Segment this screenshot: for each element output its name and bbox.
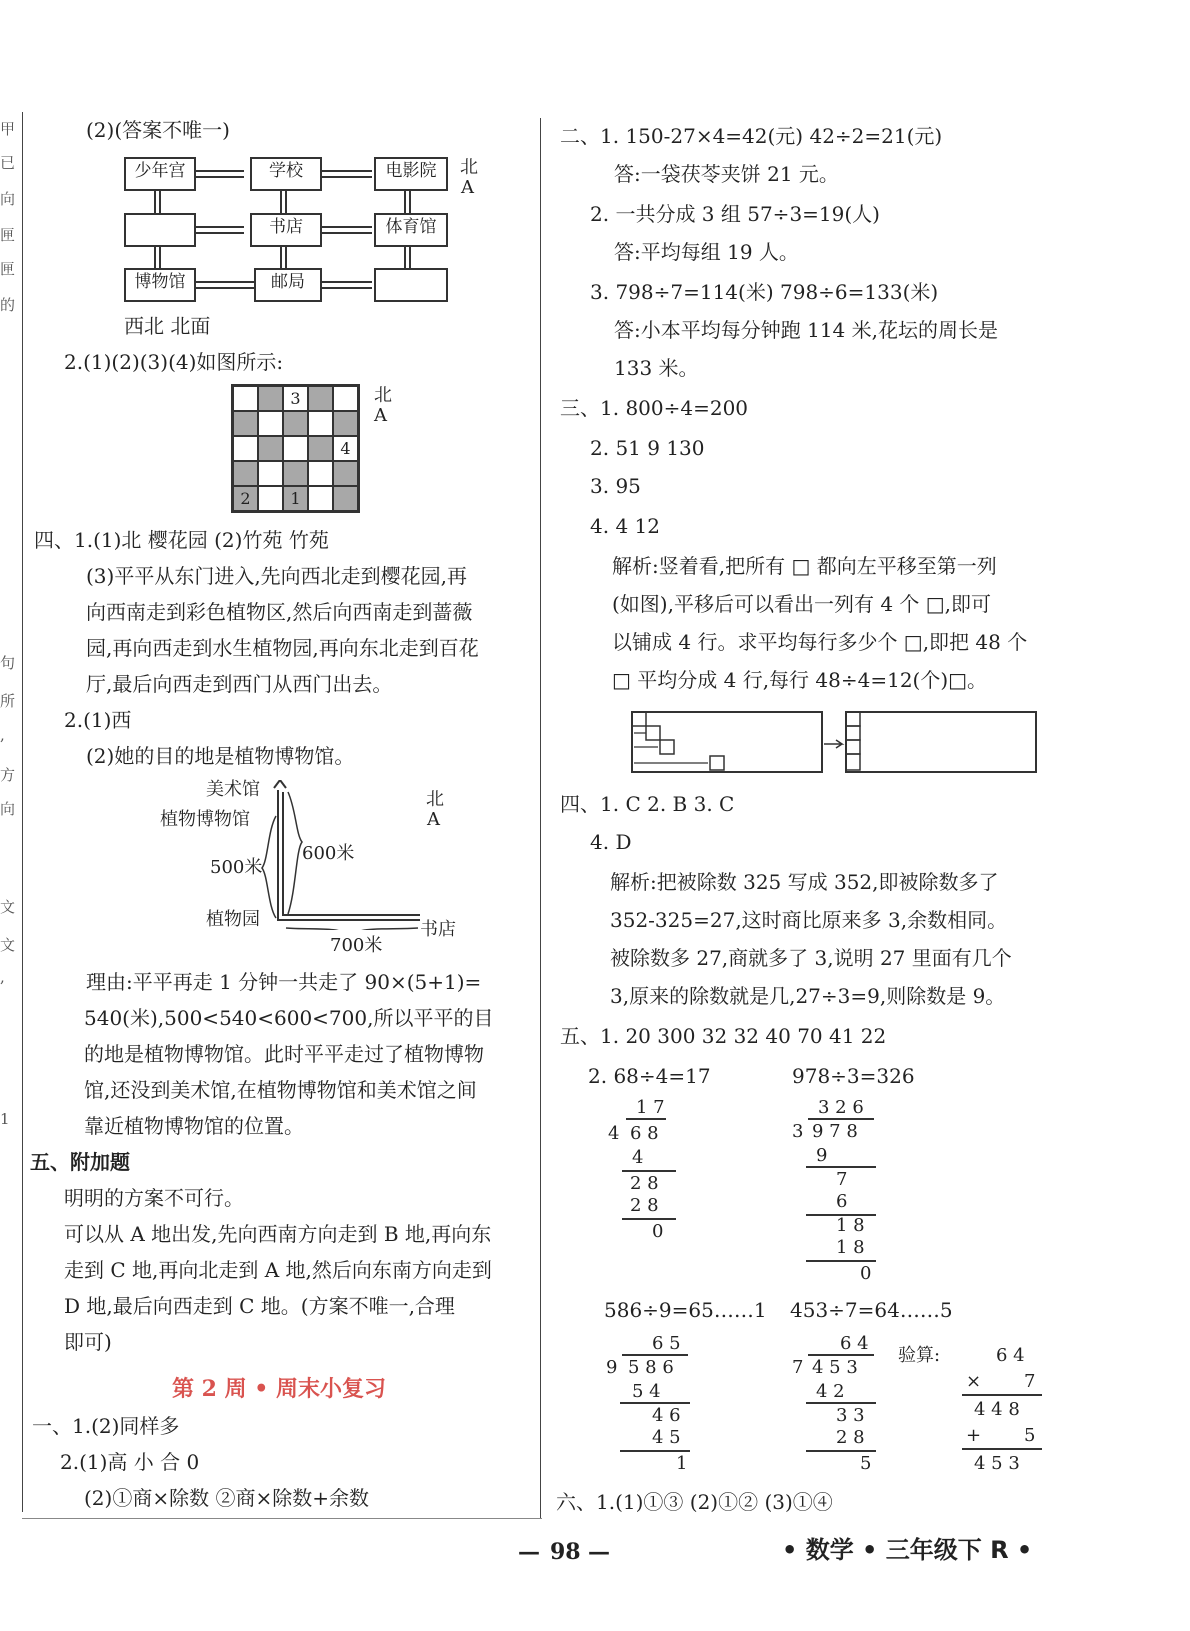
- explanation-line: 解析:竖着看,把所有 □ 都向左平移至第一列: [612, 554, 997, 578]
- grid-cell: [233, 436, 258, 461]
- edge-char: 文: [0, 898, 16, 916]
- division-bar: [622, 1354, 688, 1356]
- distance-700: 700米: [330, 935, 383, 956]
- remainder: 0: [652, 1221, 664, 1242]
- edge-char: ,: [0, 968, 5, 986]
- section-5-q3a: 586÷9=65……1: [604, 1298, 767, 1322]
- plant-garden-label: 植物园: [206, 909, 260, 930]
- check-op: +: [966, 1425, 982, 1446]
- step: 4: [632, 1147, 644, 1168]
- check-label: 验算:: [898, 1345, 941, 1366]
- map-box: 少年宫: [124, 157, 196, 191]
- dividend: 5 8 6: [628, 1357, 674, 1378]
- tile: [710, 756, 724, 770]
- section-2-q3: 3. 798÷7=114(米) 798÷6=133(米): [590, 280, 939, 304]
- grid-cell: [233, 386, 258, 411]
- grid-cell: [333, 411, 358, 436]
- map-box: [374, 268, 448, 302]
- map-box: 邮局: [254, 268, 322, 302]
- text-line: 的地是植物博物馆。此时平平走过了植物博物: [84, 1042, 484, 1066]
- section-4-q2b: (2)她的目的地是植物博物馆。: [86, 744, 355, 768]
- edge-char: 的: [0, 296, 16, 314]
- dividend: 9 7 8: [812, 1121, 858, 1142]
- distance-600: 600米: [302, 843, 355, 864]
- grid-cell: [308, 486, 333, 511]
- route-arrow: [274, 780, 286, 788]
- text-line: 明明的方案不可行。: [64, 1186, 244, 1210]
- north-label: 北: [426, 789, 444, 810]
- section-5-q2b: 978÷3=326: [792, 1064, 915, 1088]
- divisor: 4: [608, 1123, 620, 1144]
- text-line: 向西南走到彩色植物区,然后向西南走到蔷薇: [86, 600, 473, 624]
- explanation-line: (如图),平移后可以看出一列有 4 个 □,即可: [612, 592, 992, 616]
- check-line: 7: [1024, 1371, 1036, 1392]
- step: 4 5: [652, 1427, 681, 1448]
- remainder: 5: [860, 1453, 872, 1474]
- text-line: D 地,最后向西走到 C 地。(方案不唯一,合理: [64, 1294, 455, 1318]
- review-q2: 2.(1)高 小 合 0: [60, 1450, 200, 1474]
- grid-cell: [308, 461, 333, 486]
- tile: [846, 712, 860, 726]
- text-line: 园,再向西走到水生植物园,再向东北走到百花: [86, 636, 479, 660]
- edge-char: 甲: [0, 120, 16, 138]
- edge-char: 1: [0, 1110, 10, 1128]
- distance-500: 500米: [210, 857, 263, 878]
- step: 1 8: [836, 1215, 865, 1236]
- grid-cell: 3: [283, 386, 308, 411]
- section-5-q1: 五、1. 20 300 32 32 40 70 41 22: [560, 1024, 887, 1048]
- text-line: 走到 C 地,再向北走到 A 地,然后向东南方向走到: [64, 1258, 492, 1282]
- footer-dash: —: [518, 1539, 540, 1565]
- check-line: 4 4 8: [974, 1399, 1020, 1420]
- transform-arrow: [824, 740, 842, 748]
- grid-cell: [308, 386, 333, 411]
- tile: [846, 726, 860, 740]
- map-box: 学校: [250, 157, 322, 191]
- shift-arrows: [634, 733, 708, 763]
- grid-cell: [283, 436, 308, 461]
- section-2-q1: 二、1. 150-27×4=42(元) 42÷2=21(元): [560, 124, 943, 148]
- grid-cell: [333, 461, 358, 486]
- explanation-line: 以铺成 4 行。求平均每行多少个 □,即把 48 个: [612, 630, 1028, 654]
- explanation-line: 3,原来的除数就是几,27÷3=9,则除数是 9。: [610, 984, 1006, 1008]
- quotient: 1 7: [636, 1097, 665, 1118]
- section-4-q2: 2.(1)西: [64, 708, 132, 732]
- edge-char: 向: [0, 800, 16, 818]
- step: 2 8: [630, 1195, 659, 1216]
- grid-cell: [258, 461, 283, 486]
- check-line: 4 5 3: [974, 1453, 1020, 1474]
- text-line: 馆,还没到美术馆,在植物博物馆和美术馆之间: [84, 1078, 477, 1102]
- divisor: 3: [792, 1121, 804, 1142]
- divisor: 7: [792, 1357, 804, 1378]
- map-road: [190, 170, 244, 178]
- grid-cell: [283, 411, 308, 436]
- quotient: 6 5: [652, 1333, 681, 1354]
- text-line: 厅,最后向西走到西门从西门出去。: [86, 672, 393, 696]
- step: 4 6: [652, 1405, 681, 1426]
- question-2-label: 2.(1)(2)(3)(4)如图所示:: [64, 350, 284, 374]
- section-4-q4: 4. D: [590, 830, 632, 854]
- step: 2 8: [630, 1173, 659, 1194]
- text-line: 可以从 A 地出发,先向西南方向走到 B 地,再向东: [64, 1222, 492, 1246]
- tile: [846, 754, 860, 770]
- grid-cell: [333, 386, 358, 411]
- brace-600: [288, 792, 302, 914]
- edge-char: 匣: [0, 226, 16, 244]
- map-box: 电影院: [374, 157, 448, 191]
- plant-museum-label: 植物博物馆: [160, 809, 250, 830]
- page-number: 98: [550, 1539, 581, 1565]
- subject-label: • 数学 • 三年级下 R •: [782, 1536, 1033, 1564]
- grid-cell: [258, 386, 283, 411]
- text-line: 即可): [64, 1330, 112, 1354]
- week-2-title: 第 2 周 • 周末小复习: [172, 1376, 387, 1402]
- grid-diagram: [231, 384, 360, 513]
- check-line-rule: [962, 1394, 1042, 1396]
- north-arrow-icon: A: [374, 405, 387, 426]
- section-5-q2a: 2. 68÷4=17: [588, 1064, 711, 1088]
- review-q2b: (2)①商×除数 ②商×除数+余数: [84, 1486, 369, 1510]
- section-2-q2: 2. 一共分成 3 组 57÷3=19(人): [590, 202, 880, 226]
- step: 4 2: [816, 1381, 845, 1402]
- map-road: [314, 170, 372, 178]
- section-5-title: 五、附加题: [30, 1150, 130, 1174]
- section-3-q4: 4. 4 12: [590, 514, 660, 538]
- footer-rule: [22, 1518, 542, 1519]
- art-museum-label: 美术馆: [206, 779, 260, 800]
- check-line: 5: [1024, 1425, 1036, 1446]
- brace-500: [262, 816, 276, 918]
- dividend: 6 8: [630, 1123, 659, 1144]
- footer-dash: —: [588, 1539, 610, 1565]
- explanation-line: 解析:把被除数 325 写成 352,即被除数多了: [610, 870, 999, 894]
- bookstore-label: 书店: [420, 919, 456, 940]
- map-box: 博物馆: [124, 268, 196, 302]
- grid-cell: 4: [333, 436, 358, 461]
- grid-cell: [258, 486, 283, 511]
- step: 7: [836, 1169, 848, 1190]
- answer-line: 答:小本平均每分钟跑 114 米,花坛的周长是: [614, 318, 998, 342]
- grid-cell: [258, 411, 283, 436]
- explanation-line: □ 平均分成 4 行,每行 48÷4=12(个)□。: [612, 668, 988, 692]
- section-6-q1: 六、1.(1)①③ (2)①② (3)①④: [556, 1490, 833, 1514]
- tile: [646, 726, 660, 740]
- north-label: 北: [460, 157, 478, 178]
- section-3-q1: 三、1. 800÷4=200: [560, 396, 749, 420]
- brace-700: [286, 928, 418, 930]
- division-bar: [808, 1354, 874, 1356]
- check-line-rule: [962, 1448, 1042, 1450]
- grid-cell: [233, 411, 258, 436]
- step: 5 4: [632, 1381, 661, 1402]
- map-box: [124, 213, 196, 247]
- step: 9: [816, 1145, 828, 1166]
- step: 1 8: [836, 1237, 865, 1258]
- edge-char: 文: [0, 936, 16, 954]
- explanation-line: 被除数多 27,商就多了 3,说明 27 里面有几个: [610, 946, 1012, 970]
- check-op: ×: [966, 1371, 982, 1392]
- edge-char: 所: [0, 692, 16, 710]
- section-5-q3b: 453÷7=64……5: [790, 1298, 953, 1322]
- grid-cell: [333, 486, 358, 511]
- text-line: 靠近植物博物馆的位置。: [84, 1114, 304, 1138]
- remainder: 0: [860, 1263, 872, 1284]
- division-line: [622, 1218, 676, 1220]
- tile: [632, 712, 646, 726]
- tiling-diagram: [630, 708, 1040, 778]
- edge-char: 句: [0, 654, 16, 672]
- grid-cell: [258, 436, 283, 461]
- text-line: (3)平平从东门进入,先向西北走到樱花园,再: [86, 564, 468, 588]
- grid-cell: 1: [283, 486, 308, 511]
- map-road: [190, 226, 244, 234]
- edge-char: 已: [0, 154, 16, 172]
- grid-cell: [308, 436, 333, 461]
- grid-cell: [233, 461, 258, 486]
- text-line: 540(米),500<540<600<700,所以平平的目: [84, 1006, 494, 1030]
- tiling-box: [846, 712, 1036, 772]
- division-bar: [626, 1118, 666, 1120]
- north-arrow-icon: A: [461, 177, 474, 198]
- review-q1: 一、1.(2)同样多: [32, 1414, 180, 1438]
- quotient: 3 2 6: [818, 1097, 864, 1118]
- quotient: 6 4: [840, 1333, 869, 1354]
- north-label: 北: [374, 385, 392, 406]
- answer-line: 答:一袋茯苓夹饼 21 元。: [614, 162, 839, 186]
- map-answer-label: (2)(答案不唯一): [86, 118, 230, 142]
- step: 6: [836, 1191, 848, 1212]
- section-3-q2: 2. 51 9 130: [590, 436, 705, 460]
- edge-char: 向: [0, 190, 16, 208]
- edge-char: 匣: [0, 260, 16, 278]
- map-box: 书店: [250, 213, 322, 247]
- section-3-q3: 3. 95: [590, 474, 641, 498]
- left-margin-rule: [22, 112, 23, 1512]
- division-bar: [808, 1118, 874, 1120]
- edge-char: 方: [0, 766, 16, 784]
- remainder: 1: [676, 1453, 688, 1474]
- answer-line: 答:平均每组 19 人。: [614, 240, 799, 264]
- step: 3 3: [836, 1405, 865, 1426]
- answer-line: 133 米。: [614, 356, 699, 380]
- grid-cell: [283, 461, 308, 486]
- map-road: [314, 226, 372, 234]
- direction-answers: 西北 北面: [124, 314, 211, 338]
- map-road: [314, 281, 372, 289]
- text-line: 理由:平平再走 1 分钟一共走了 90×(5+1)=: [86, 970, 482, 994]
- column-divider: [540, 118, 541, 1518]
- section-4-q1: 四、1.(1)北 樱花园 (2)竹苑 竹苑: [34, 528, 329, 552]
- divisor: 9: [606, 1357, 618, 1378]
- section-4-answers: 四、1. C 2. B 3. C: [560, 792, 735, 816]
- grid-cell: 2: [233, 486, 258, 511]
- step: 2 8: [836, 1427, 865, 1448]
- explanation-line: 352-325=27,这时商比原来多 3,余数相同。: [610, 908, 1008, 932]
- map-road: [190, 281, 254, 289]
- north-arrow-icon: A: [427, 809, 440, 830]
- map-box: 体育馆: [374, 213, 448, 247]
- check-line: 6 4: [996, 1345, 1025, 1366]
- tile: [846, 740, 860, 754]
- edge-char: ,: [0, 726, 5, 744]
- tile: [660, 740, 674, 754]
- grid-cell: [308, 411, 333, 436]
- dividend: 4 5 3: [812, 1357, 858, 1378]
